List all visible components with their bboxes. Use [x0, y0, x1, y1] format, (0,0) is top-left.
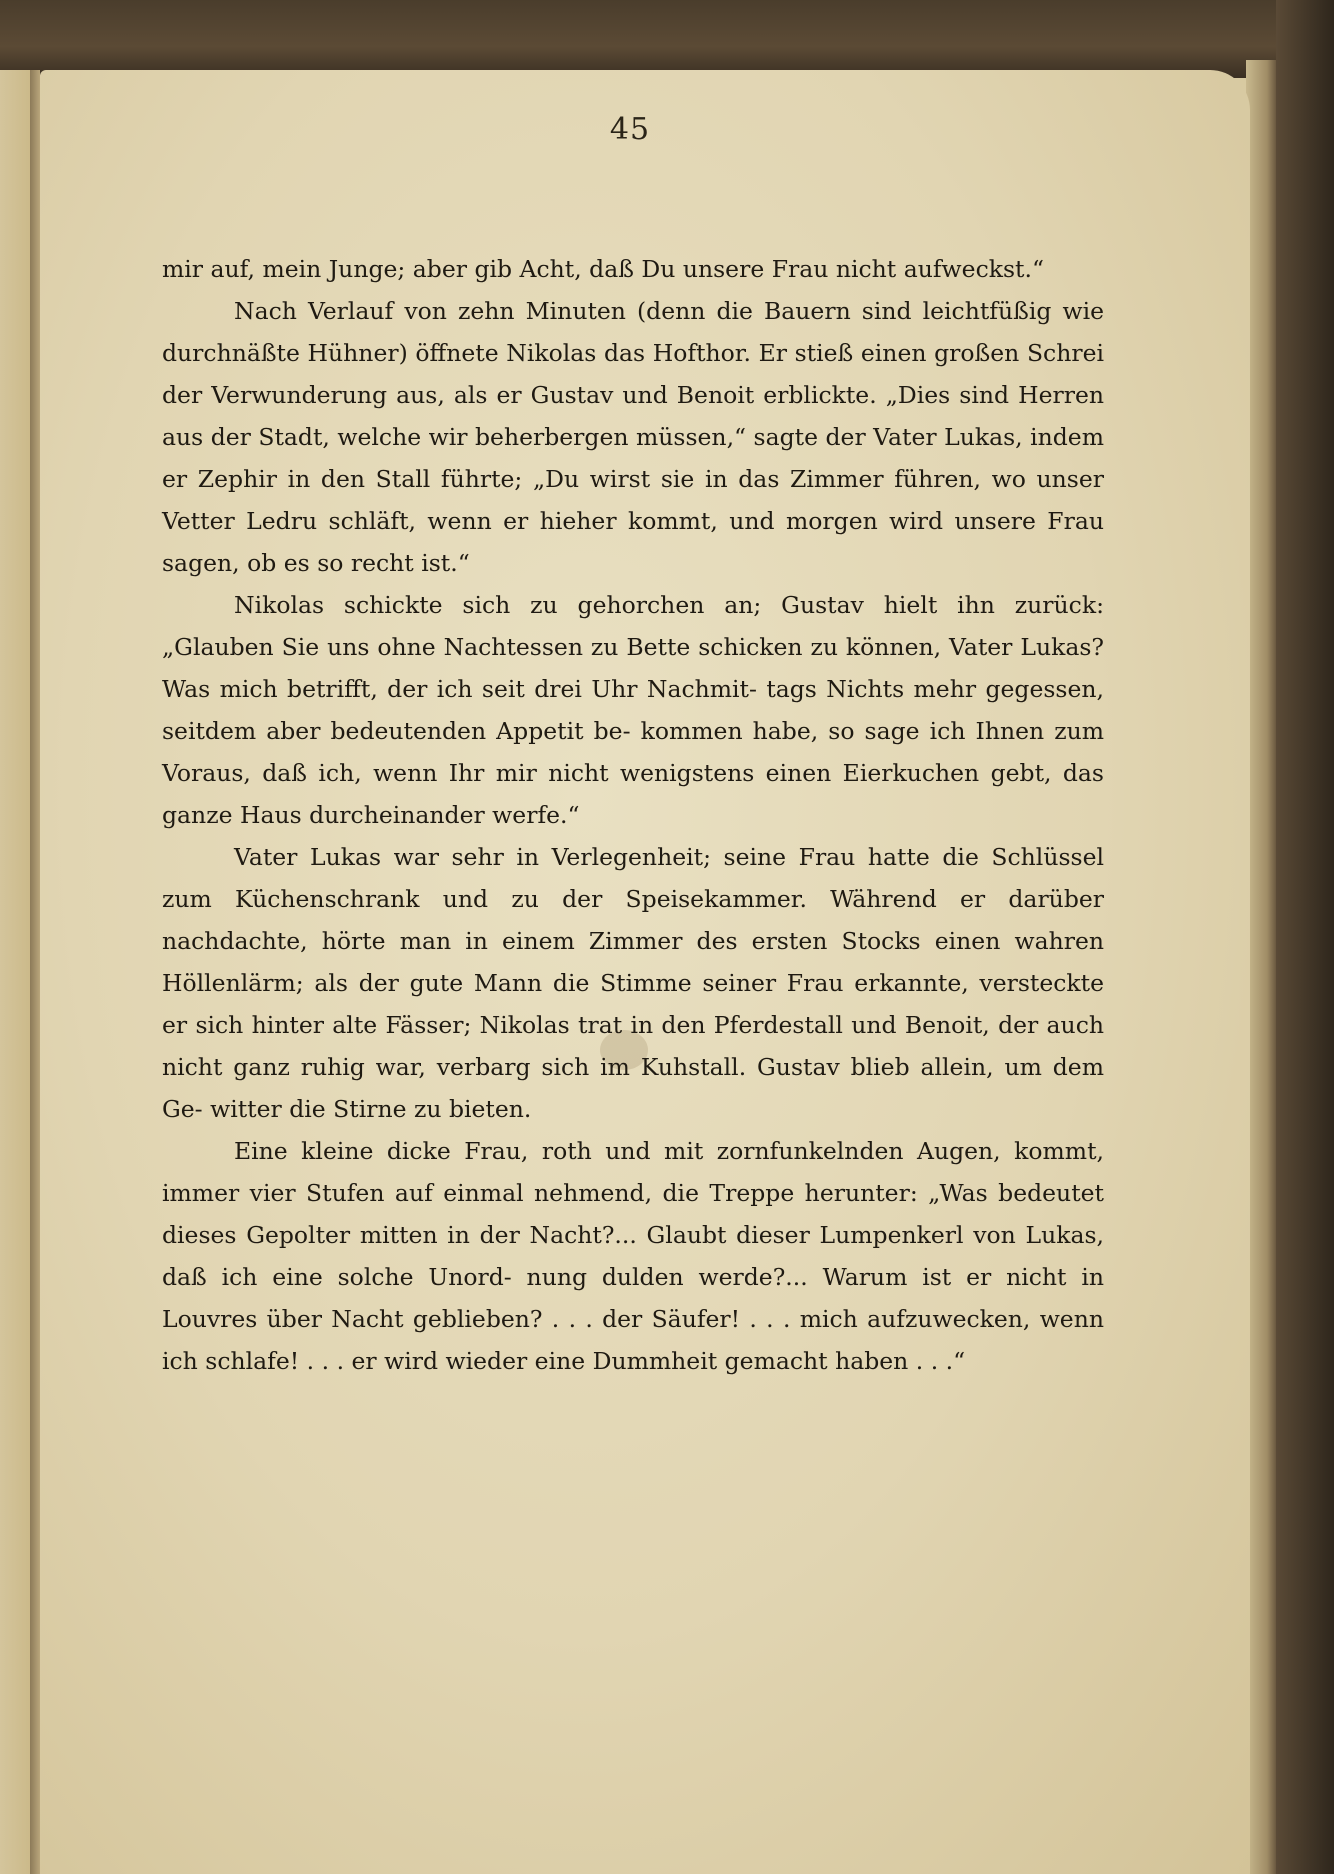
body-text [162, 248, 1104, 1382]
book-cover-top [0, 0, 1334, 78]
page-number: 45 [609, 112, 651, 147]
paragraph: Vater Lukas war sehr in Verlegenheit; seine Frau hatte die Schlüssel zum Küchenschrank und zu der Speisekammer. Während er darüber nachdachte, hörte man in einem Zimmer des ersten Stocks einen wahren Höllenlärm; als der gute Mann die Stimme seiner Frau erkannte, versteckte er sich hinter alte Fässer; Nikolas trat in den Pferdestall und Benoit, der auch nicht ganz ruhig war, verbarg sich im Kuhstall. Gustav blieb allein, um dem Ge- witter die Stirne zu bieten. [162, 843, 1104, 1123]
paragraph: Nach Verlauf von zehn Minuten (denn die Bauern sind leichtfüßig wie durchnäßte Hühner) öffnete Nikolas das Hofthor. Er stieß einen großen Schrei der Verwunderung aus, als er Gustav und Benoit erblickte. „Dies sind Herren aus der Stadt, welche wir beherbergen müssen,“ sagte der Vater Lukas, indem er Zephir in den Stall führte; „Du wirst sie in das Zimmer führen, wo unser Vetter Ledru schläft, wenn er hieher kommt, und morgen wird unsere Frau sagen, ob es so recht ist.“ [162, 297, 1104, 577]
book-gutter [30, 70, 40, 1874]
paragraph: Eine kleine dicke Frau, roth und mit zornfunkelnden Augen, kommt, immer vier Stufen auf einmal nehmend, die Treppe herunter: „Was bedeutet dieses Gepolter mitten in der Nacht?... Glaubt dieser Lumpenkerl von Lukas, daß ich eine solche Unord- nung dulden werde?... Warum ist er nicht in Louvres über Nacht geblieben? . . . der Säufer! . . . mich aufzuwecken, wenn ich schlafe! . . . er wird wieder eine Dummheit gemacht haben . . .“ [162, 1137, 1104, 1375]
book-cover-right [1276, 0, 1334, 1874]
page-stack-edge [1246, 60, 1276, 1874]
facing-page-sliver [0, 70, 32, 1874]
paragraph: mir auf, mein Junge; aber gib Acht, daß Du unsere Frau nicht aufweckst.“ [162, 255, 1044, 283]
paragraph: Nikolas schickte sich zu gehorchen an; Gustav hielt ihn zurück: „Glauben Sie uns ohne Nachtessen zu Bette schicken zu können, Vater Lukas? Was mich betrifft, der ich seit drei Uhr Nachmit- tags Nichts mehr gegessen, seitdem aber bedeutenden Appetit be- kommen habe, so sage ich Ihnen zum Voraus, daß ich, wenn Ihr mir nicht wenigstens einen Eierkuchen gebt, das ganze Haus durcheinander werfe.“ [162, 591, 1104, 829]
